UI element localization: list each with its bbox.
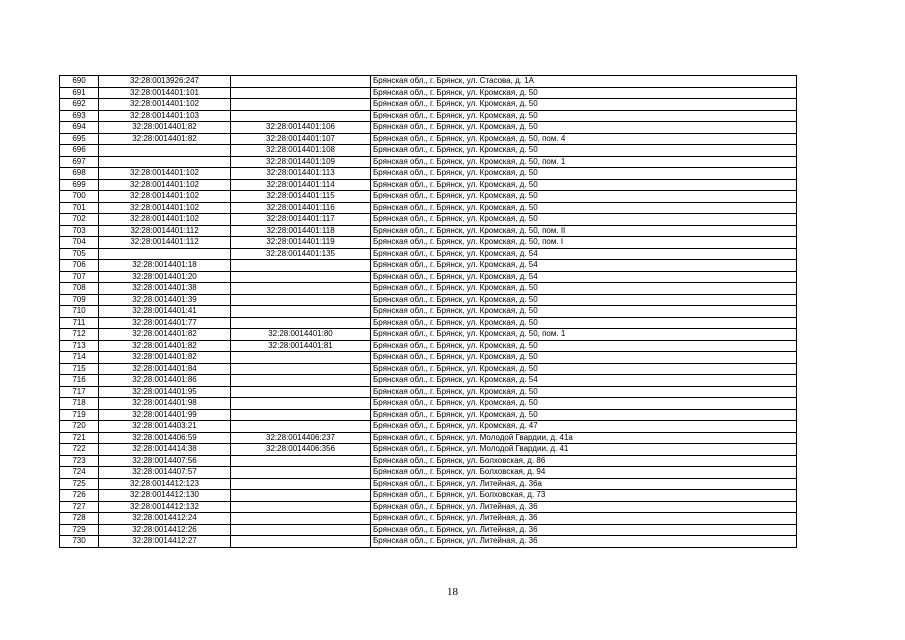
cadastral-number-cell: 32:28:0014401:86	[99, 375, 231, 387]
premises-cadastral-number-cell	[231, 352, 371, 364]
row-number-cell: 691	[60, 87, 99, 99]
address-cell: Брянская обл., г. Брянск, ул. Кромская, д. 50	[371, 87, 797, 99]
premises-cadastral-number-cell	[231, 363, 371, 375]
cadastral-number-cell: 32:28:0014401:39	[99, 294, 231, 306]
row-number-cell: 722	[60, 444, 99, 456]
cadastral-number-cell: 32:28:0014407:56	[99, 455, 231, 467]
address-cell: Брянская обл., г. Брянск, ул. Кромская, д. 50, пом. I	[371, 237, 797, 249]
row-number-cell: 703	[60, 225, 99, 237]
address-cell: Брянская обл., г. Брянск, ул. Кромская, д. 50	[371, 110, 797, 122]
row-number-cell: 717	[60, 386, 99, 398]
row-number-cell: 694	[60, 122, 99, 134]
page-number: 18	[447, 586, 458, 598]
address-cell: Брянская обл., г. Брянск, ул. Литейная, д. 36а	[371, 478, 797, 490]
row-number-cell: 693	[60, 110, 99, 122]
premises-cadastral-number-cell	[231, 536, 371, 548]
premises-cadastral-number-cell	[231, 110, 371, 122]
address-cell: Брянская обл., г. Брянск, ул. Кромская, д. 50	[371, 306, 797, 318]
table-row	[60, 501, 797, 513]
row-number-cell: 725	[60, 478, 99, 490]
table-body	[60, 76, 797, 548]
row-number-cell: 700	[60, 191, 99, 203]
table-row	[60, 455, 797, 467]
address-cell: Брянская обл., г. Брянск, ул. Кромская, д. 50	[371, 340, 797, 352]
table-row	[60, 271, 797, 283]
address-cell: Брянская обл., г. Брянск, ул. Кромская, д. 50	[371, 409, 797, 421]
table-row	[60, 432, 797, 444]
address-cell: Брянская обл., г. Брянск, ул. Кромская, д. 50	[371, 202, 797, 214]
premises-cadastral-number-cell	[231, 490, 371, 502]
cadastral-number-cell: 32:28:0014401:102	[99, 214, 231, 226]
address-cell: Брянская обл., г. Брянск, ул. Стасова, д. 1А	[371, 76, 797, 88]
cadastral-number-cell: 32:28:0014401:102	[99, 179, 231, 191]
address-cell: Брянская обл., г. Брянск, ул. Кромская, д. 50, пом. II	[371, 225, 797, 237]
row-number-cell: 719	[60, 409, 99, 421]
premises-cadastral-number-cell: 32:28:0014401:81	[231, 340, 371, 352]
premises-cadastral-number-cell	[231, 294, 371, 306]
table-row	[60, 283, 797, 295]
address-cell: Брянская обл., г. Брянск, ул. Кромская, д. 50, пом. 4	[371, 133, 797, 145]
address-cell: Брянская обл., г. Брянск, ул. Кромская, д. 50	[371, 398, 797, 410]
address-cell: Брянская обл., г. Брянск, ул. Кромская, д. 54	[371, 248, 797, 260]
address-cell: Брянская обл., г. Брянск, ул. Литейная, д. 36	[371, 513, 797, 525]
row-number-cell: 714	[60, 352, 99, 364]
table-row	[60, 191, 797, 203]
row-number-cell: 723	[60, 455, 99, 467]
row-number-cell: 695	[60, 133, 99, 145]
table-row	[60, 444, 797, 456]
cadastral-number-cell: 32:28:0014401:103	[99, 110, 231, 122]
table-row	[60, 168, 797, 180]
table-row	[60, 524, 797, 536]
row-number-cell: 701	[60, 202, 99, 214]
premises-cadastral-number-cell	[231, 283, 371, 295]
table-row	[60, 99, 797, 111]
address-cell: Брянская обл., г. Брянск, ул. Кромская, д. 50, пом. 1	[371, 156, 797, 168]
cadastral-number-cell: 32:28:0014401:102	[99, 168, 231, 180]
premises-cadastral-number-cell	[231, 513, 371, 525]
premises-cadastral-number-cell	[231, 421, 371, 433]
table-row	[60, 375, 797, 387]
premises-cadastral-number-cell	[231, 99, 371, 111]
row-number-cell: 720	[60, 421, 99, 433]
cadastral-table	[59, 75, 797, 548]
address-cell: Брянская обл., г. Брянск, ул. Кромская, д. 50	[371, 294, 797, 306]
table-row	[60, 294, 797, 306]
table-row	[60, 260, 797, 272]
row-number-cell: 711	[60, 317, 99, 329]
row-number-cell: 710	[60, 306, 99, 318]
cadastral-number-cell: 32:28:0014401:95	[99, 386, 231, 398]
row-number-cell: 718	[60, 398, 99, 410]
premises-cadastral-number-cell	[231, 409, 371, 421]
table-row	[60, 237, 797, 249]
table-row	[60, 248, 797, 260]
premises-cadastral-number-cell: 32:28:0014401:80	[231, 329, 371, 341]
premises-cadastral-number-cell: 32:28:0014401:135	[231, 248, 371, 260]
premises-cadastral-number-cell	[231, 501, 371, 513]
premises-cadastral-number-cell: 32:28:0014401:109	[231, 156, 371, 168]
cadastral-number-cell: 32:28:0014407:57	[99, 467, 231, 479]
cadastral-number-cell: 32:28:0014412:26	[99, 524, 231, 536]
address-cell: Брянская обл., г. Брянск, ул. Кромская, д. 54	[371, 271, 797, 283]
cadastral-number-cell: 32:28:0014401:101	[99, 87, 231, 99]
row-number-cell: 697	[60, 156, 99, 168]
table-row	[60, 156, 797, 168]
address-cell: Брянская обл., г. Брянск, ул. Молодой Гвардии, д. 41а	[371, 432, 797, 444]
address-cell: Брянская обл., г. Брянск, ул. Кромская, д. 47	[371, 421, 797, 433]
premises-cadastral-number-cell: 32:28:0014401:119	[231, 237, 371, 249]
address-cell: Брянская обл., г. Брянск, ул. Кромская, д. 50	[371, 386, 797, 398]
cadastral-number-cell: 32:28:0014412:24	[99, 513, 231, 525]
premises-cadastral-number-cell	[231, 260, 371, 272]
address-cell: Брянская обл., г. Брянск, ул. Литейная, д. 36	[371, 536, 797, 548]
cadastral-number-cell: 32:28:0014401:102	[99, 191, 231, 203]
cadastral-number-cell: 32:28:0014401:112	[99, 225, 231, 237]
row-number-cell: 709	[60, 294, 99, 306]
premises-cadastral-number-cell	[231, 386, 371, 398]
table-row	[60, 409, 797, 421]
address-cell: Брянская обл., г. Брянск, ул. Кромская, д. 50	[371, 191, 797, 203]
address-cell: Брянская обл., г. Брянск, ул. Кромская, д. 50	[371, 168, 797, 180]
address-cell: Брянская обл., г. Брянск, ул. Кромская, д. 54	[371, 375, 797, 387]
address-cell: Брянская обл., г. Брянск, ул. Кромская, д. 50	[371, 179, 797, 191]
table-row	[60, 317, 797, 329]
cadastral-number-cell: 32:28:0014412:130	[99, 490, 231, 502]
premises-cadastral-number-cell: 32:28:0014406:356	[231, 444, 371, 456]
cadastral-number-cell: 32:28:0014401:112	[99, 237, 231, 249]
row-number-cell: 698	[60, 168, 99, 180]
address-cell: Брянская обл., г. Брянск, ул. Болховская, д. 73	[371, 490, 797, 502]
row-number-cell: 702	[60, 214, 99, 226]
row-number-cell: 699	[60, 179, 99, 191]
table-row	[60, 202, 797, 214]
table-row	[60, 306, 797, 318]
premises-cadastral-number-cell	[231, 524, 371, 536]
address-cell: Брянская обл., г. Брянск, ул. Кромская, д. 54	[371, 260, 797, 272]
cadastral-number-cell: 32:28:0014403:21	[99, 421, 231, 433]
address-cell: Брянская обл., г. Брянск, ул. Кромская, д. 50, пом. 1	[371, 329, 797, 341]
row-number-cell: 690	[60, 76, 99, 88]
table-row	[60, 179, 797, 191]
address-cell: Брянская обл., г. Брянск, ул. Кромская, д. 50	[371, 363, 797, 375]
cadastral-number-cell: 32:28:0014401:102	[99, 202, 231, 214]
row-number-cell: 708	[60, 283, 99, 295]
premises-cadastral-number-cell: 32:28:0014401:106	[231, 122, 371, 134]
row-number-cell: 721	[60, 432, 99, 444]
premises-cadastral-number-cell	[231, 478, 371, 490]
cadastral-number-cell: 32:28:0014401:77	[99, 317, 231, 329]
table-row	[60, 110, 797, 122]
cadastral-number-cell	[99, 145, 231, 157]
cadastral-number-cell: 32:28:0014401:41	[99, 306, 231, 318]
address-cell: Брянская обл., г. Брянск, ул. Кромская, д. 50	[371, 214, 797, 226]
address-cell: Брянская обл., г. Брянск, ул. Литейная, д. 36	[371, 501, 797, 513]
row-number-cell: 726	[60, 490, 99, 502]
premises-cadastral-number-cell	[231, 271, 371, 283]
cadastral-number-cell: 32:28:0014401:98	[99, 398, 231, 410]
table-row	[60, 352, 797, 364]
table-row	[60, 398, 797, 410]
row-number-cell: 724	[60, 467, 99, 479]
row-number-cell: 707	[60, 271, 99, 283]
premises-cadastral-number-cell: 32:28:0014401:108	[231, 145, 371, 157]
address-cell: Брянская обл., г. Брянск, ул. Кромская, д. 50	[371, 145, 797, 157]
address-cell: Брянская обл., г. Брянск, ул. Литейная, д. 36	[371, 524, 797, 536]
address-cell: Брянская обл., г. Брянск, ул. Кромская, д. 50	[371, 283, 797, 295]
cadastral-number-cell	[99, 156, 231, 168]
table-row	[60, 536, 797, 548]
cadastral-number-cell: 32:28:0014412:123	[99, 478, 231, 490]
premises-cadastral-number-cell	[231, 375, 371, 387]
premises-cadastral-number-cell: 32:28:0014401:117	[231, 214, 371, 226]
cadastral-number-cell: 32:28:0014401:82	[99, 329, 231, 341]
row-number-cell: 715	[60, 363, 99, 375]
cadastral-number-cell: 32:28:0014401:99	[99, 409, 231, 421]
premises-cadastral-number-cell: 32:28:0014401:116	[231, 202, 371, 214]
premises-cadastral-number-cell	[231, 306, 371, 318]
cadastral-number-cell: 32:28:0014401:82	[99, 122, 231, 134]
premises-cadastral-number-cell	[231, 76, 371, 88]
premises-cadastral-number-cell	[231, 398, 371, 410]
cadastral-number-cell: 32:28:0014406:59	[99, 432, 231, 444]
address-cell: Брянская обл., г. Брянск, ул. Кромская, д. 50	[371, 317, 797, 329]
premises-cadastral-number-cell: 32:28:0014401:118	[231, 225, 371, 237]
row-number-cell: 705	[60, 248, 99, 260]
row-number-cell: 712	[60, 329, 99, 341]
cadastral-number-cell: 32:28:0014412:132	[99, 501, 231, 513]
table-row	[60, 329, 797, 341]
address-cell: Брянская обл., г. Брянск, ул. Кромская, д. 50	[371, 99, 797, 111]
premises-cadastral-number-cell	[231, 455, 371, 467]
table-row	[60, 363, 797, 375]
cadastral-number-cell: 32:28:0014401:20	[99, 271, 231, 283]
table-row	[60, 478, 797, 490]
row-number-cell: 706	[60, 260, 99, 272]
address-cell: Брянская обл., г. Брянск, ул. Болховская, д. 86	[371, 455, 797, 467]
cadastral-number-cell: 32:28:0014401:84	[99, 363, 231, 375]
row-number-cell: 728	[60, 513, 99, 525]
premises-cadastral-number-cell: 32:28:0014401:114	[231, 179, 371, 191]
table-row	[60, 76, 797, 88]
row-number-cell: 727	[60, 501, 99, 513]
row-number-cell: 704	[60, 237, 99, 249]
premises-cadastral-number-cell: 32:28:0014401:107	[231, 133, 371, 145]
table-row	[60, 133, 797, 145]
row-number-cell: 696	[60, 145, 99, 157]
row-number-cell: 730	[60, 536, 99, 548]
cadastral-number-cell: 32:28:0014401:38	[99, 283, 231, 295]
cadastral-number-cell: 32:28:0014412:27	[99, 536, 231, 548]
address-cell: Брянская обл., г. Брянск, ул. Молодой Гвардии, д. 41	[371, 444, 797, 456]
table-row	[60, 122, 797, 134]
cadastral-number-cell: 32:28:0014401:82	[99, 133, 231, 145]
table-row	[60, 214, 797, 226]
row-number-cell: 729	[60, 524, 99, 536]
premises-cadastral-number-cell: 32:28:0014406:237	[231, 432, 371, 444]
cadastral-number-cell: 32:28:0014401:18	[99, 260, 231, 272]
premises-cadastral-number-cell	[231, 467, 371, 479]
table-row	[60, 490, 797, 502]
table-row	[60, 340, 797, 352]
premises-cadastral-number-cell: 32:28:0014401:113	[231, 168, 371, 180]
table-row	[60, 87, 797, 99]
cadastral-number-cell: 32:28:0013926:247	[99, 76, 231, 88]
address-cell: Брянская обл., г. Брянск, ул. Кромская, д. 50	[371, 122, 797, 134]
table-row	[60, 225, 797, 237]
cadastral-number-cell	[99, 248, 231, 260]
address-cell: Брянская обл., г. Брянск, ул. Кромская, д. 50	[371, 352, 797, 364]
premises-cadastral-number-cell	[231, 87, 371, 99]
cadastral-number-cell: 32:28:0014401:102	[99, 99, 231, 111]
premises-cadastral-number-cell: 32:28:0014401:115	[231, 191, 371, 203]
row-number-cell: 713	[60, 340, 99, 352]
row-number-cell: 692	[60, 99, 99, 111]
table-row	[60, 513, 797, 525]
premises-cadastral-number-cell	[231, 317, 371, 329]
table-row	[60, 467, 797, 479]
cadastral-number-cell: 32:28:0014401:82	[99, 340, 231, 352]
table-row	[60, 386, 797, 398]
address-cell: Брянская обл., г. Брянск, ул. Болховская, д. 94	[371, 467, 797, 479]
cadastral-number-cell: 32:28:0014401:82	[99, 352, 231, 364]
row-number-cell: 716	[60, 375, 99, 387]
table-row	[60, 145, 797, 157]
cadastral-number-cell: 32:28:0014414:38	[99, 444, 231, 456]
table-row	[60, 421, 797, 433]
